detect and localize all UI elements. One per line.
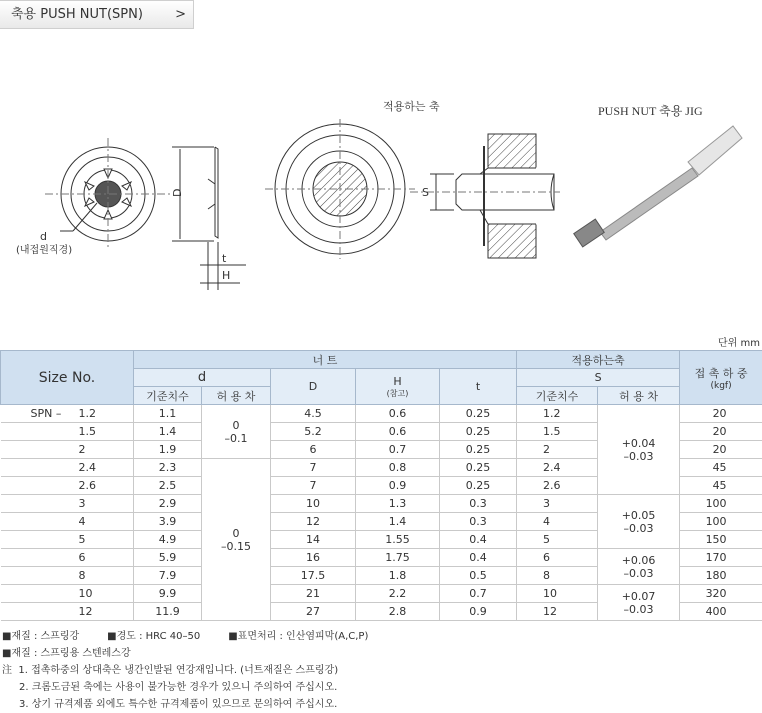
size-value: 1.2 bbox=[79, 407, 97, 420]
load-cell: 180 bbox=[680, 567, 762, 585]
size-cell bbox=[1, 495, 134, 513]
size-prefix: SPN – bbox=[1, 407, 79, 420]
h-cell: 1.8 bbox=[356, 567, 440, 585]
load-cell: 100 bbox=[680, 495, 762, 513]
note-1: 1. 접촉하중의 상대축은 냉간인발된 연강재입니다. (너트재질은 스프링강) bbox=[18, 665, 338, 676]
note-prefix: 注 bbox=[2, 665, 12, 676]
tolerance-upper: +0.07 bbox=[598, 590, 679, 603]
size-value: 4 bbox=[79, 515, 86, 528]
h-cell: 0.9 bbox=[356, 477, 440, 495]
size-value: 2.6 bbox=[79, 479, 97, 492]
label-H: H bbox=[222, 269, 230, 282]
size-value: 2 bbox=[79, 443, 86, 456]
header-shaft: 적용하는축 bbox=[517, 351, 680, 369]
header-t: t bbox=[440, 369, 517, 405]
header-s-basic: 기준치수 bbox=[517, 387, 598, 405]
s-basic-cell: 5 bbox=[517, 531, 598, 549]
header-S: S bbox=[517, 369, 680, 387]
header-load bbox=[680, 351, 762, 405]
label-S: S bbox=[422, 186, 429, 199]
spec-line-1 bbox=[2, 628, 368, 645]
size-cell bbox=[1, 603, 134, 621]
d-basic-cell: 1.1 bbox=[134, 405, 202, 423]
t-cell: 0.25 bbox=[440, 459, 517, 477]
tolerance-lower: –0.03 bbox=[598, 450, 679, 463]
breadcrumb-title: 축용 PUSH NUT(SPN) bbox=[11, 7, 143, 22]
s-tolerance-cell bbox=[598, 495, 680, 549]
d-basic-cell: 3.9 bbox=[134, 513, 202, 531]
size-value: 5 bbox=[79, 533, 86, 546]
nut-side-view bbox=[172, 147, 246, 290]
s-basic-cell: 2.4 bbox=[517, 459, 598, 477]
size-cell bbox=[1, 459, 134, 477]
shaft-title: 적용하는 축 bbox=[383, 99, 440, 113]
chevron-right-icon[interactable]: > bbox=[175, 1, 186, 29]
tolerance-lower: –0.03 bbox=[598, 567, 679, 580]
breadcrumb[interactable] bbox=[0, 0, 194, 29]
h-cell: 1.4 bbox=[356, 513, 440, 531]
d-basic-cell: 4.9 bbox=[134, 531, 202, 549]
technical-drawing bbox=[0, 60, 762, 310]
d-cell: 10 bbox=[271, 495, 356, 513]
header-d-basic: 기준치수 bbox=[134, 387, 202, 405]
d-cell: 6 bbox=[271, 441, 356, 459]
table-row bbox=[1, 549, 762, 567]
note-line-1 bbox=[2, 662, 368, 679]
load-cell: 20 bbox=[680, 423, 762, 441]
h-cell: 1.75 bbox=[356, 549, 440, 567]
d-cell: 4.5 bbox=[271, 405, 356, 423]
d-cell: 27 bbox=[271, 603, 356, 621]
shaft-side-view bbox=[410, 134, 560, 258]
h-cell: 2.8 bbox=[356, 603, 440, 621]
size-value: 10 bbox=[79, 587, 93, 600]
tolerance-lower: –0.03 bbox=[598, 522, 679, 535]
d-basic-cell: 1.9 bbox=[134, 441, 202, 459]
note-3: 3. 상기 규격제품 외에도 특수한 규격제품이 있으므로 문의하여 주십시오. bbox=[2, 696, 368, 713]
s-tolerance-cell bbox=[598, 585, 680, 621]
size-value: 1.5 bbox=[79, 425, 97, 438]
label-d: d bbox=[40, 230, 47, 243]
s-basic-cell: 12 bbox=[517, 603, 598, 621]
t-cell: 0.25 bbox=[440, 405, 517, 423]
header-size-no: Size No. bbox=[1, 351, 134, 405]
notes bbox=[2, 628, 368, 713]
note-material2: ■재질 : 스프링용 스텐레스강 bbox=[2, 645, 368, 662]
h-cell: 0.6 bbox=[356, 423, 440, 441]
t-cell: 0.25 bbox=[440, 423, 517, 441]
tolerance-upper: 0 bbox=[202, 419, 270, 432]
table-row bbox=[1, 405, 762, 423]
header-load-label: 접 촉 하 중 bbox=[680, 365, 762, 381]
header-H-label: H bbox=[356, 375, 439, 388]
load-cell: 45 bbox=[680, 477, 762, 495]
load-cell: 45 bbox=[680, 459, 762, 477]
size-cell bbox=[1, 585, 134, 603]
t-cell: 0.3 bbox=[440, 495, 517, 513]
s-basic-cell: 1.2 bbox=[517, 405, 598, 423]
d-basic-cell: 9.9 bbox=[134, 585, 202, 603]
load-cell: 20 bbox=[680, 405, 762, 423]
header-H bbox=[356, 369, 440, 405]
d-cell: 16 bbox=[271, 549, 356, 567]
t-cell: 0.9 bbox=[440, 603, 517, 621]
h-cell: 0.8 bbox=[356, 459, 440, 477]
header-load-unit: (kgf) bbox=[680, 381, 762, 391]
tolerance-upper: +0.06 bbox=[598, 554, 679, 567]
size-cell bbox=[1, 567, 134, 585]
s-basic-cell: 10 bbox=[517, 585, 598, 603]
note-2: 2. 크롬도금된 축에는 사용이 불가능한 경우가 있으니 주의하여 주십시오. bbox=[2, 679, 368, 696]
d-basic-cell: 2.5 bbox=[134, 477, 202, 495]
label-D: D bbox=[171, 189, 184, 197]
d-cell: 17.5 bbox=[271, 567, 356, 585]
size-cell bbox=[1, 549, 134, 567]
s-basic-cell: 2.6 bbox=[517, 477, 598, 495]
d-basic-cell: 11.9 bbox=[134, 603, 202, 621]
h-cell: 0.6 bbox=[356, 405, 440, 423]
note-material: ■재질 : 스프링강 bbox=[2, 631, 79, 642]
table-row bbox=[1, 585, 762, 603]
d-cell: 7 bbox=[271, 459, 356, 477]
header-D: D bbox=[271, 369, 356, 405]
tolerance-lower: –0.15 bbox=[202, 540, 270, 553]
load-cell: 170 bbox=[680, 549, 762, 567]
t-cell: 0.25 bbox=[440, 441, 517, 459]
note-hardness: ■경도 : HRC 40–50 bbox=[107, 631, 200, 642]
h-cell: 2.2 bbox=[356, 585, 440, 603]
s-basic-cell: 6 bbox=[517, 549, 598, 567]
d-cell: 12 bbox=[271, 513, 356, 531]
h-cell: 1.55 bbox=[356, 531, 440, 549]
label-d-note: (내접원직경) bbox=[16, 243, 72, 256]
t-cell: 0.7 bbox=[440, 585, 517, 603]
size-cell bbox=[1, 531, 134, 549]
header-s-tolerance: 허 용 차 bbox=[598, 387, 680, 405]
size-value: 12 bbox=[79, 605, 93, 618]
shaft-front-view bbox=[265, 119, 415, 259]
note-surface: ■표면처리 : 인산염피막(A,C,P) bbox=[228, 631, 368, 642]
size-cell bbox=[1, 423, 134, 441]
tolerance-upper: 0 bbox=[202, 527, 270, 540]
size-value: 6 bbox=[79, 551, 86, 564]
d-basic-cell: 7.9 bbox=[134, 567, 202, 585]
unit-label: 단위 mm bbox=[718, 334, 760, 349]
s-basic-cell: 2 bbox=[517, 441, 598, 459]
size-value: 3 bbox=[79, 497, 86, 510]
d-tolerance-cell bbox=[202, 405, 271, 459]
s-basic-cell: 8 bbox=[517, 567, 598, 585]
t-cell: 0.25 bbox=[440, 477, 517, 495]
size-value: 2.4 bbox=[79, 461, 97, 474]
s-basic-cell: 3 bbox=[517, 495, 598, 513]
size-cell bbox=[1, 441, 134, 459]
s-tolerance-cell bbox=[598, 549, 680, 585]
t-cell: 0.3 bbox=[440, 513, 517, 531]
d-basic-cell: 5.9 bbox=[134, 549, 202, 567]
t-cell: 0.4 bbox=[440, 531, 517, 549]
d-cell: 5.2 bbox=[271, 423, 356, 441]
tolerance-upper: +0.04 bbox=[598, 437, 679, 450]
load-cell: 20 bbox=[680, 441, 762, 459]
header-d-tolerance: 허 용 차 bbox=[202, 387, 271, 405]
label-t: t bbox=[222, 252, 227, 265]
nut-front-view bbox=[45, 138, 171, 250]
size-value: 8 bbox=[79, 569, 86, 582]
jig-title: PUSH NUT 축용 JIG bbox=[598, 104, 703, 118]
load-cell: 400 bbox=[680, 603, 762, 621]
header-d: d bbox=[134, 369, 271, 387]
d-basic-cell: 2.9 bbox=[134, 495, 202, 513]
load-cell: 100 bbox=[680, 513, 762, 531]
h-cell: 1.3 bbox=[356, 495, 440, 513]
d-cell: 14 bbox=[271, 531, 356, 549]
size-cell bbox=[1, 513, 134, 531]
d-basic-cell: 1.4 bbox=[134, 423, 202, 441]
load-cell: 150 bbox=[680, 531, 762, 549]
spec-table bbox=[0, 350, 762, 621]
t-cell: 0.4 bbox=[440, 549, 517, 567]
tolerance-lower: –0.1 bbox=[202, 432, 270, 445]
header-H-note: (참고) bbox=[356, 388, 439, 399]
table-row bbox=[1, 495, 762, 513]
size-cell bbox=[1, 405, 134, 423]
d-cell: 21 bbox=[271, 585, 356, 603]
s-basic-cell: 1.5 bbox=[517, 423, 598, 441]
d-basic-cell: 2.3 bbox=[134, 459, 202, 477]
s-basic-cell: 4 bbox=[517, 513, 598, 531]
d-cell: 7 bbox=[271, 477, 356, 495]
t-cell: 0.5 bbox=[440, 567, 517, 585]
size-cell bbox=[1, 477, 134, 495]
tolerance-upper: +0.05 bbox=[598, 509, 679, 522]
h-cell: 0.7 bbox=[356, 441, 440, 459]
s-tolerance-cell bbox=[598, 405, 680, 495]
load-cell: 320 bbox=[680, 585, 762, 603]
header-nut: 너 트 bbox=[134, 351, 517, 369]
d-tolerance-cell bbox=[202, 459, 271, 621]
tolerance-lower: –0.03 bbox=[598, 603, 679, 616]
jig-tool-image bbox=[574, 126, 742, 247]
